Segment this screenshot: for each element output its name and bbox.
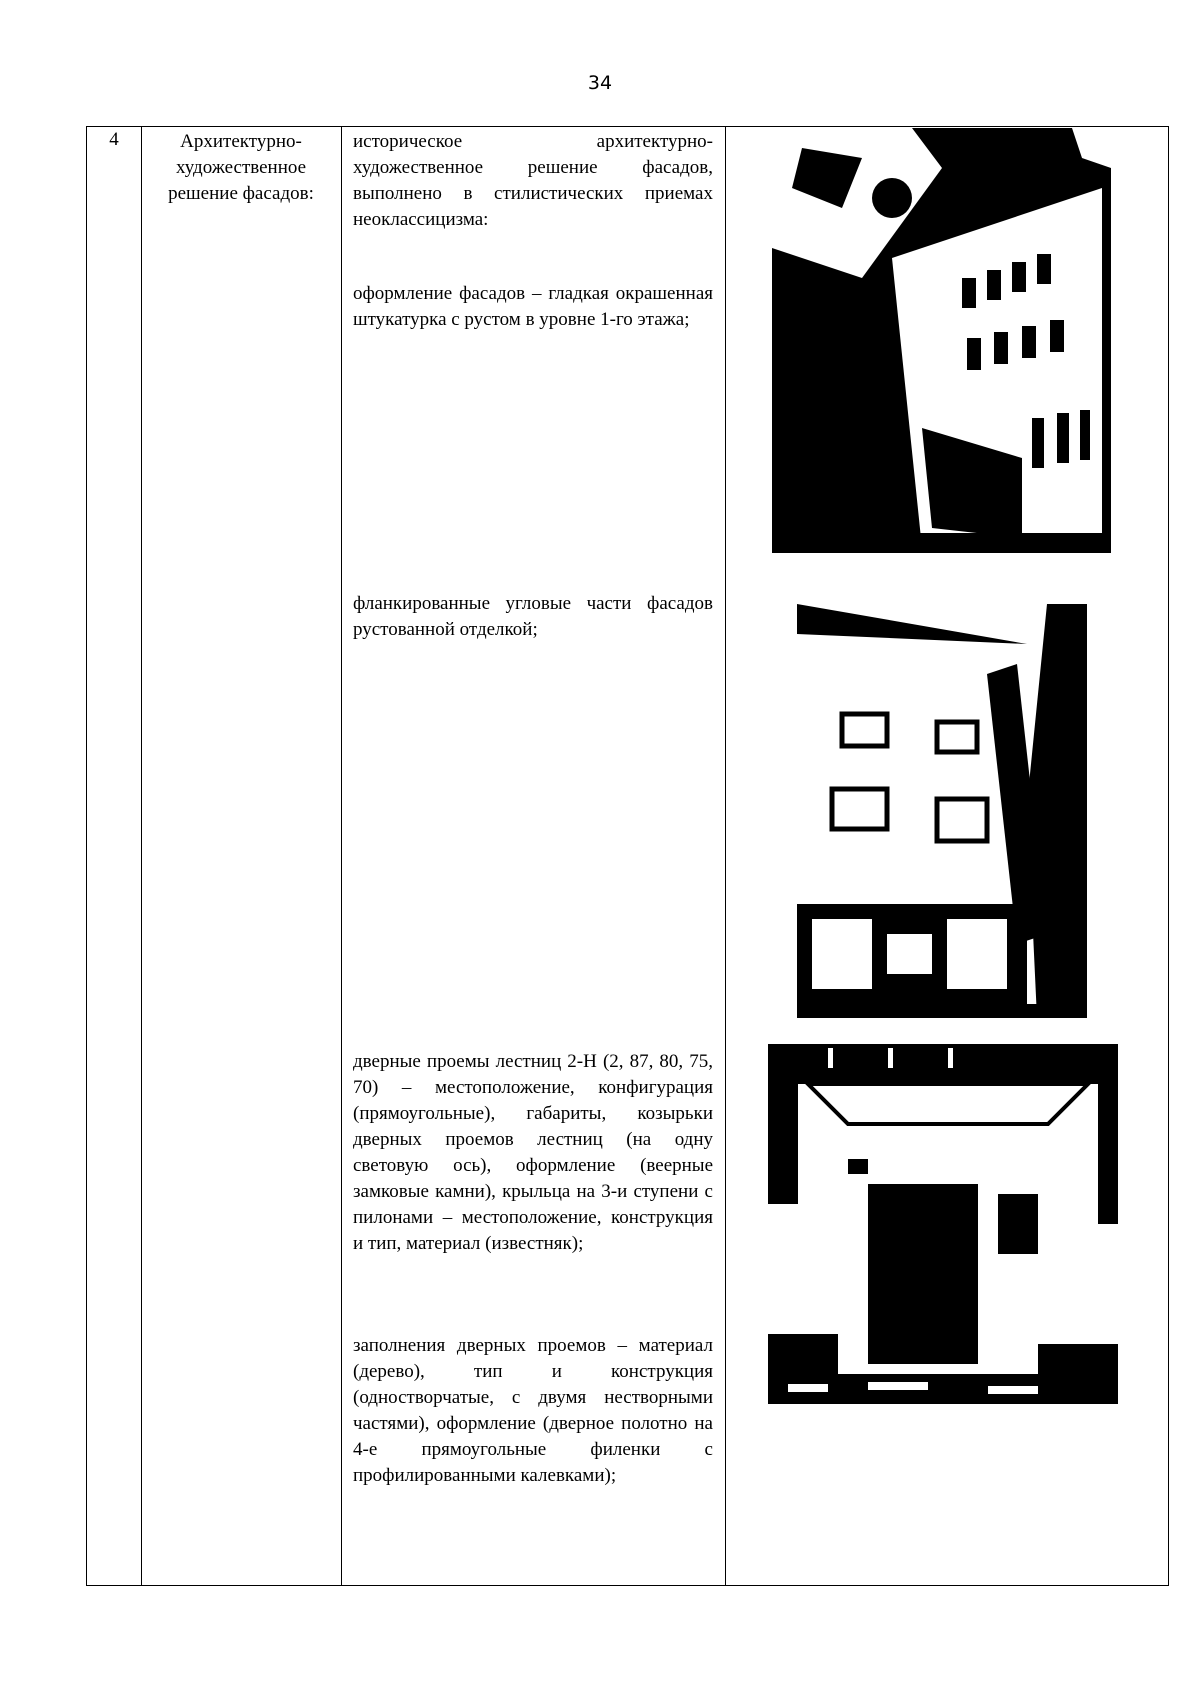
description-paragraph: историческое архитектурно-художественное решение фасадов, выполнено в стилистических приемах неоклассицизма:: [353, 131, 713, 230]
row-number: 4: [109, 129, 119, 150]
column-divider: [725, 127, 726, 1585]
column-divider: [341, 127, 342, 1585]
facade-corner-photo: [797, 604, 1087, 1018]
description-paragraph: дверные проемы лестниц 2-Н (2, 87, 80, 75, 70) – местоположение, конфигурация (прямоугольные), габариты, козырьки дверных проемов лестниц (на одну световую ось), оформление (веерные замковые камни), крыльца на 3-и ступени с пилонами – местоположение, конструкция и тип, материал (известняк);: [353, 1051, 713, 1254]
description-paragraph: оформление фасадов – гладкая окрашенная штукатурка с рустом в уровне 1-го этажа;: [353, 283, 713, 330]
heritage-table: [86, 126, 1169, 1586]
description-paragraph: заполнения дверных проемов – материал (дерево), тип и конструкция (одностворчатые, с двумя нестворными частями), оформление (дверное полотно на 4-е прямоугольные филенки с профилированными калевками);: [353, 1335, 713, 1486]
page-number: 34: [587, 72, 613, 94]
row-name: Архитектурно-художественное решение фасадов:: [168, 131, 314, 204]
column-divider: [141, 127, 142, 1585]
entrance-door-photo: [768, 1044, 1118, 1424]
facade-photo: [772, 128, 1111, 553]
description-paragraph: фланкированные угловые части фасадов рустованной отделкой;: [353, 593, 713, 640]
